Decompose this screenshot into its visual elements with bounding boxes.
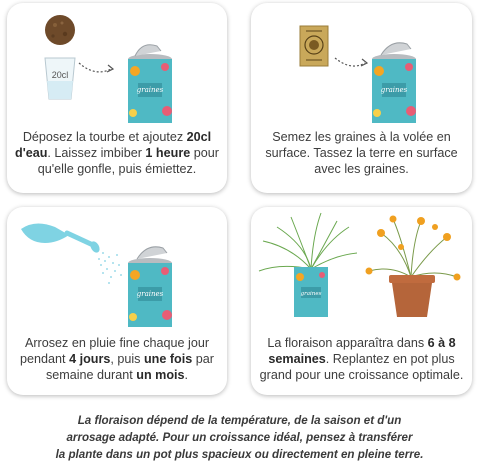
svg-text:graines: graines xyxy=(136,86,164,94)
step-card-3 xyxy=(7,207,227,395)
peat-pellet-icon xyxy=(45,15,75,45)
seed-can-icon xyxy=(372,43,416,123)
footer-line: la plante dans un pot plus spacieux ou directement en pleine terre. xyxy=(55,448,424,461)
footer-note xyxy=(6,412,473,463)
dotted-arrow-icon xyxy=(79,63,111,72)
svg-text:graines: graines xyxy=(136,290,164,298)
terracotta-pot-icon xyxy=(389,275,435,317)
step-text-segment: Arrosez en pluie fine chaque jour pendant xyxy=(20,336,210,366)
step-instruction-text xyxy=(15,129,219,177)
step-text-segment: . Replantez en pot plus grand pour une croissance optimale. xyxy=(259,352,464,382)
footer-line: arrosage adapté. Pour un croissance idéal, pensez à transférer xyxy=(66,431,413,444)
step-emphasis: une fois xyxy=(143,352,193,366)
water-droplets-icon xyxy=(98,252,122,284)
step-card-1 xyxy=(7,3,227,193)
step-emphasis: 6 à 8 semaines xyxy=(268,336,456,366)
step-text-segment: par semaine durant xyxy=(45,352,214,382)
dotted-arrow-icon xyxy=(335,58,365,66)
glass-volume-label: 20cl xyxy=(51,70,69,80)
flower-plant-icon xyxy=(366,216,461,281)
step-card-4 xyxy=(251,207,472,395)
step-text-segment: . xyxy=(184,368,189,382)
step-emphasis: 20cl d'eau xyxy=(15,130,212,160)
svg-text:graines: graines xyxy=(380,86,408,94)
flowering-illustration xyxy=(251,207,472,332)
step-emphasis: 4 jours xyxy=(69,352,111,366)
seed-packet-icon xyxy=(300,26,328,66)
seed-can-icon xyxy=(128,45,172,123)
step-text-segment: , puis xyxy=(110,352,144,366)
seed-can-icon xyxy=(294,267,328,317)
footer-line: La floraison dépend de la température, de la saison et d'un xyxy=(77,414,402,427)
step-text-segment: Déposez la tourbe et ajoutez xyxy=(22,130,187,144)
step-instruction-text xyxy=(259,129,464,177)
watering-can-icon xyxy=(21,223,101,254)
step-text-segment: Semez les graines à la volée en surface. Tassez la terre en surface avec les graines. xyxy=(265,130,458,176)
step-instruction-text xyxy=(15,335,219,383)
seed-can-icon xyxy=(128,247,172,327)
step-text-segment: La floraison apparaîtra dans xyxy=(267,336,428,350)
step-text-segment: . Laissez imbiber xyxy=(47,146,146,160)
step-text-segment: pour qu'elle gonfle, puis émiettez. xyxy=(37,146,219,176)
sowing-illustration xyxy=(251,3,472,128)
step-emphasis: 1 heure xyxy=(145,146,191,160)
grass-plant-icon xyxy=(259,213,357,271)
step-instruction-text xyxy=(259,335,464,383)
svg-text:graines: graines xyxy=(300,291,322,297)
peat-and-water-illustration xyxy=(7,3,227,128)
step-card-2 xyxy=(251,3,472,193)
water-glass-icon xyxy=(45,58,75,99)
watering-illustration xyxy=(7,207,227,332)
step-emphasis: un mois xyxy=(136,368,185,382)
